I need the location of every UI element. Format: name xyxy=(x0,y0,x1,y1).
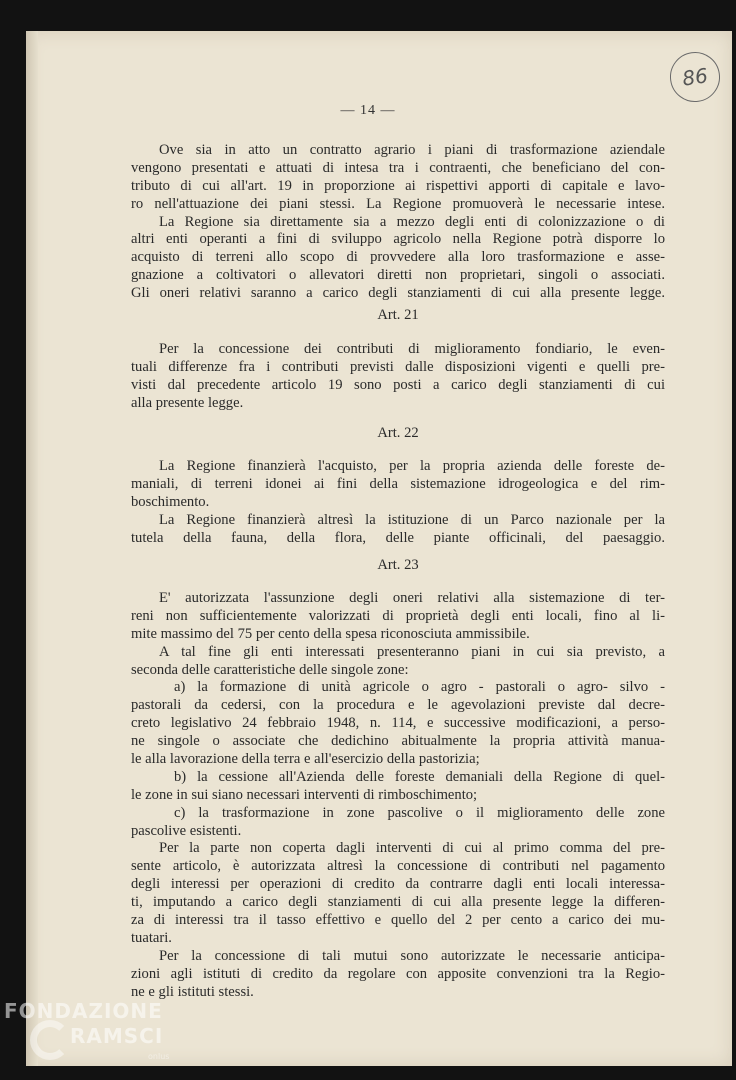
text-line: za di interessi tra il tasso effettivo e quello del 2 per cento a carico dei mu- xyxy=(131,912,665,929)
paragraph-block-1 xyxy=(131,142,665,303)
text-line: Gli oneri relativi saranno a carico degli stanziamenti di cui alla presente legge. xyxy=(131,285,665,302)
text-line: c) la trasformazione in zone pascolive o il miglioramento delle zone xyxy=(174,804,665,821)
text-line: b) la cessione all'Azienda delle foreste demaniali della Regione di quel- xyxy=(174,768,665,785)
text-line: reni non sufficientemente valorizzati di proprietà degli enti locali, fino al li- xyxy=(131,607,665,624)
page-number: — 14 — xyxy=(340,103,396,118)
text-line: tuali differenze fra i contributi previsti dalle disposizioni vigenti e quelli pre- xyxy=(131,358,665,375)
text-line: ne e gli istituti stessi. xyxy=(131,983,254,1000)
text-line: maniali, di terreni idonei ai fini della sistemazione idrogeologica e del rim- xyxy=(131,475,665,492)
paragraph-block-2 xyxy=(131,341,665,413)
text-line: tutela della fauna, della flora, delle piante officinali, del paesaggio. xyxy=(131,529,665,546)
text-line: Per la concessione di tali mutui sono autorizzate le necessarie anticipa- xyxy=(159,947,665,964)
archive-stamp: 86 xyxy=(667,49,723,105)
article-heading-22: Art. 22 xyxy=(377,425,419,441)
text-line: le alla lavorazione della terra e all'esercizio della pastorizia; xyxy=(131,751,480,768)
text-line: a) la formazione di unità agricole o agro - pastorali o agro- silvo - xyxy=(174,679,665,696)
text-line: A tal fine gli enti interessati presenteranno piani in cui sia previsto, a xyxy=(159,643,665,660)
text-line: altri enti operanti a fini di sviluppo agricolo nella Regione potrà disporre lo xyxy=(131,231,665,248)
text-line: boschimento. xyxy=(131,493,210,510)
text-line: degli interessi per operazioni di credito da contrarre dagli enti locali interessa- xyxy=(131,876,665,893)
text-line: La Regione finanzierà altresì la istituzione di un Parco nazionale per la xyxy=(159,511,665,528)
text-line: tributo di cui all'art. 19 in proporzione ai rispettivi apporti di capitale e lavo- xyxy=(131,177,665,194)
text-line: Ove sia in atto un contratto agrario i piani di trasformazione aziendale xyxy=(159,142,665,158)
text-line: E' autorizzata l'assunzione degli oneri relativi alla sistemazione di ter- xyxy=(159,590,665,606)
watermark-onlus: onlus xyxy=(148,1052,170,1061)
text-line: gnazione a coltivatori o allevatori diretti non proprietari, singoli o associati. xyxy=(131,267,665,284)
text-line: pastorali da cedersi, con la procedura e le agevolazioni previste dal decre- xyxy=(131,697,665,714)
text-line: alla presente legge. xyxy=(131,394,244,411)
text-line: La Regione finanzierà l'acquisto, per la propria azienda delle foreste de- xyxy=(159,458,665,474)
text-line: ro nell'attuazione dei piani stessi. La Regione promuoverà le necessarie intese. xyxy=(131,195,665,212)
watermark-gramsci: RAMSCI xyxy=(70,1024,164,1048)
text-line: mite massimo del 75 per cento della spesa riconosciuta ammissibile. xyxy=(131,625,530,642)
text-line: ne singole o associate che dedichino abitualmente la propria attività manua- xyxy=(131,733,665,750)
text-line: tuatari. xyxy=(131,929,172,946)
article-heading-21: Art. 21 xyxy=(377,307,419,323)
text-line: visti dal precedente articolo 19 sono posti a carico degli stanziamenti di cui xyxy=(131,376,665,393)
text-line: Per la parte non coperta dagli interventi di cui al primo comma del pre- xyxy=(159,840,665,857)
text-line: seconda delle caratteristiche delle singole zone: xyxy=(131,661,409,678)
text-line: sente articolo, è autorizzata altresì la concessione di contributi nel pagamento xyxy=(131,858,665,875)
text-line: ti, imputando a carico degli stanziamenti di cui alla presente legge la differen- xyxy=(131,894,665,911)
watermark-g-logo-icon xyxy=(30,1020,70,1060)
text-line: Per la concessione dei contributi di miglioramento fondiario, le even- xyxy=(159,341,665,357)
text-line: pascolive esistenti. xyxy=(131,822,242,839)
text-line: acquisto di terreni allo scopo di provvedere alla loro trasformazione e asse- xyxy=(131,249,665,266)
text-line: vengono presentati e attuati di intesa tra i contraenti, che beneficiano del con- xyxy=(131,159,665,176)
paragraph-block-4 xyxy=(131,590,665,1001)
text-line: zioni agli istituti di credito da regolare con apposite convenzioni tra la Regio- xyxy=(131,965,665,982)
article-heading-23: Art. 23 xyxy=(377,557,419,573)
text-line: creto legislativo 24 febbraio 1948, n. 114, e successive modificazioni, a perso- xyxy=(131,715,665,732)
text-line: La Regione sia direttamente sia a mezzo degli enti di colonizzazione o di xyxy=(159,213,665,230)
text-line: le zone in sui siano necessari interventi di rimboschimento; xyxy=(131,786,478,803)
watermark-foundation: FONDAZIONE xyxy=(4,999,163,1023)
paragraph-block-3 xyxy=(131,458,665,547)
page-edge xyxy=(26,31,38,1066)
